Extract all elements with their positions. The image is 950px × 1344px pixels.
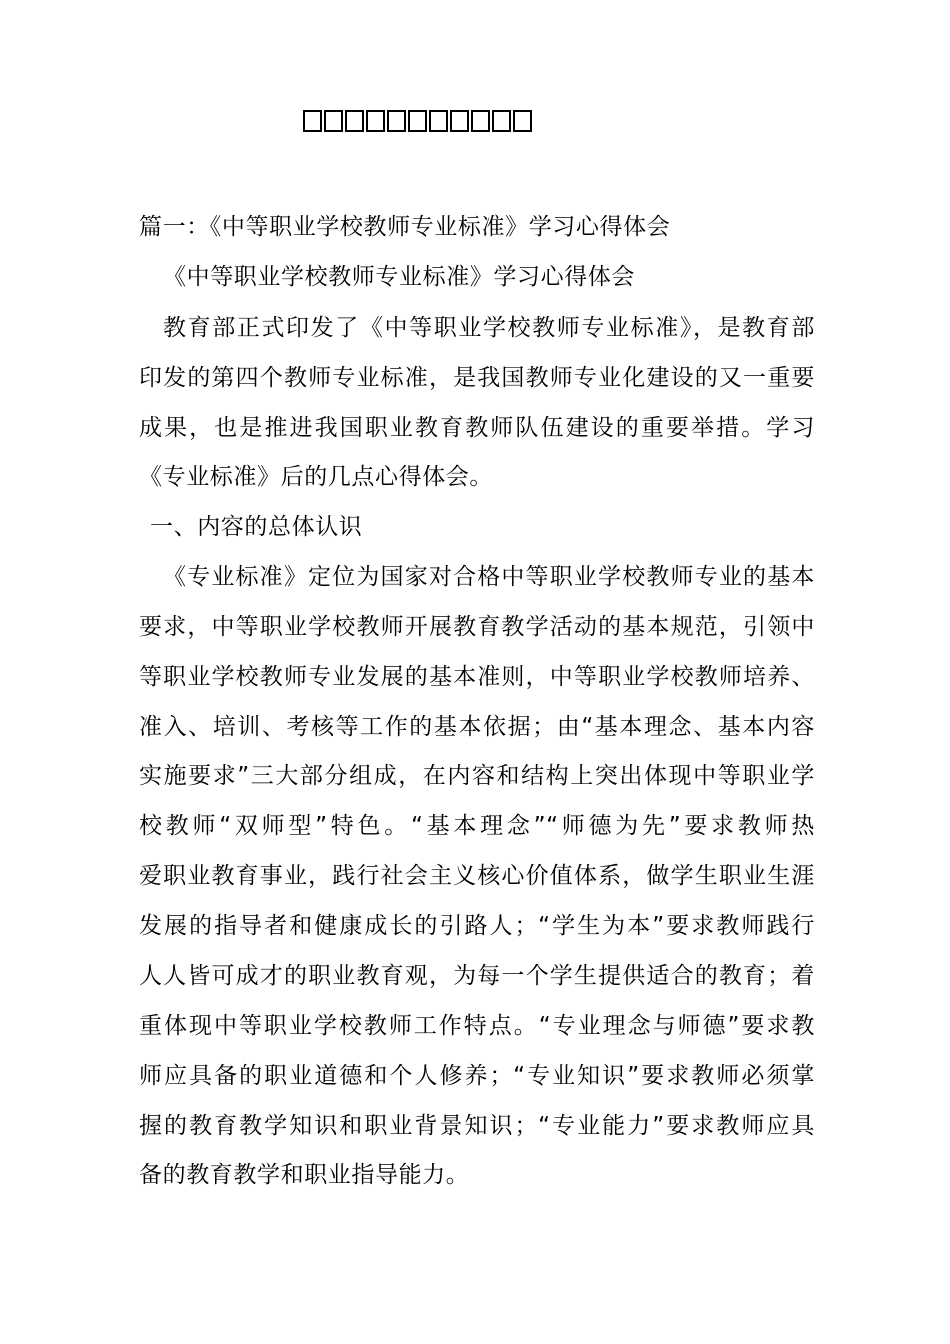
paragraph-2-line: 握的教育教学知识和职业背景知识；“专业能力”要求教师应具	[139, 1113, 815, 1139]
paragraph-2-line: 要求，中等职业学校教师开展教育教学活动的基本规范，引领中	[139, 614, 815, 640]
missing-glyph-icon	[324, 110, 343, 132]
missing-glyph-icon	[366, 110, 385, 132]
missing-glyph-icon	[387, 110, 406, 132]
paragraph-1-line: 《专业标准》后的几点心得体会。	[139, 464, 493, 490]
section-heading: 篇一：《中等职业学校教师专业标准》学习心得体会	[139, 214, 671, 240]
paragraph-2-line: 《专业标准》定位为国家对合格中等职业学校教师专业的基本	[163, 564, 815, 590]
paragraph-2-line: 人人皆可成才的职业教育观，为每一个学生提供适合的教育；着	[139, 963, 815, 989]
paragraph-1-line: 成果，也是推进我国职业教育教师队伍建设的重要举措。学习	[139, 415, 815, 441]
paragraph-2-line: 等职业学校教师专业发展的基本准则，中等职业学校教师培养、	[139, 664, 815, 690]
paragraph-2-line: 爱职业教育事业，践行社会主义核心价值体系，做学生职业生涯	[139, 863, 815, 889]
missing-glyph-icon	[345, 110, 364, 132]
paragraph-2-line: 准入、培训、考核等工作的基本依据；由“基本理念、基本内容	[139, 714, 815, 740]
paragraph-2-line: 师应具备的职业道德和个人修养；“专业知识”要求教师必须掌	[139, 1063, 815, 1089]
missing-glyph-icon	[408, 110, 427, 132]
missing-glyph-icon	[513, 110, 532, 132]
paragraph-2-line: 备的教育教学和职业指导能力。	[139, 1162, 470, 1188]
paragraph-1-line: 印发的第四个教师专业标准，是我国教师专业化建设的又一重要	[139, 365, 815, 391]
missing-glyph-icon	[303, 110, 322, 132]
paragraph-2-line: 重体现中等职业学校教师工作特点。“专业理念与师德”要求教	[139, 1013, 815, 1039]
paragraph-1-line: 教育部正式印发了《中等职业学校教师专业标准》，是教育部	[163, 315, 815, 341]
heading-2: 一、内容的总体认识	[150, 514, 363, 540]
missing-glyph-icon	[471, 110, 490, 132]
sub-heading: 《中等职业学校教师专业标准》学习心得体会	[163, 264, 635, 290]
paragraph-2-line: 发展的指导者和健康成长的引路人；“学生为本”要求教师践行	[139, 913, 815, 939]
paragraph-2-line: 实施要求”三大部分组成，在内容和结构上突出体现中等职业学	[139, 763, 815, 789]
document-title	[303, 110, 532, 132]
missing-glyph-icon	[429, 110, 448, 132]
missing-glyph-icon	[492, 110, 511, 132]
missing-glyph-icon	[450, 110, 469, 132]
paragraph-2-line: 校教师“双师型”特色。“基本理念”“师德为先”要求教师热	[139, 813, 815, 839]
